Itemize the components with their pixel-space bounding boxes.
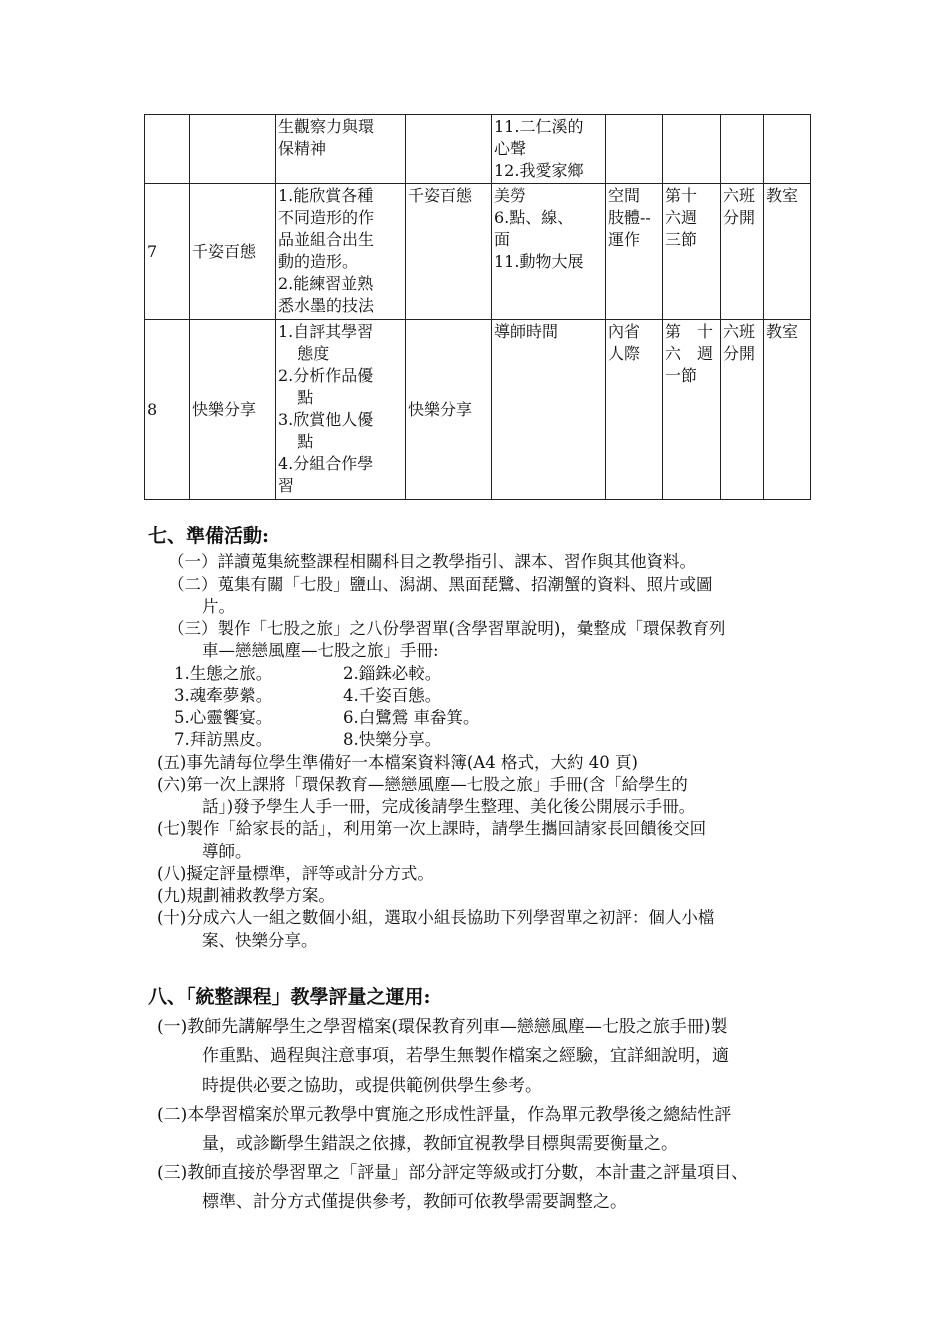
intelligence-line: 人際: [608, 344, 641, 363]
time-line: 三節: [665, 230, 698, 249]
goal-line: 品並組合出生: [278, 230, 375, 249]
table-row: [145, 320, 811, 500]
unit-cell: 千姿百態: [190, 184, 276, 320]
section-7-line: 8.快樂分享。: [343, 730, 442, 749]
class-cell: [721, 320, 764, 500]
section-8-line: (二)本學習檔案於單元教學中實施之形成性評量，作為單元教學後之總結性評: [157, 1105, 732, 1125]
goal-line: 3.欣賞他人優: [278, 410, 374, 429]
section-7-heading: 七、準備活動:: [148, 525, 270, 547]
goal-line: 保精神: [278, 139, 327, 158]
goal-line: 1.能欣賞各種: [278, 186, 374, 205]
unit-cell: [190, 115, 276, 184]
goals-cell: [276, 184, 406, 320]
intelligence-line: 空間: [608, 186, 641, 205]
activity-cell: 快樂分享: [406, 320, 492, 500]
time-line: 一節: [665, 366, 698, 385]
section-7-line: 片。: [202, 597, 235, 616]
time-line: 第 十: [665, 322, 714, 341]
goals-cell: [276, 115, 406, 184]
section-8-line: (一)教師先講解學生之學習檔案(環保教育列車—戀戀風塵—七股之旅手冊)製: [157, 1017, 728, 1037]
time-line: 第十: [665, 186, 698, 205]
class-line: 六班: [723, 322, 756, 341]
goal-line: 悉水墨的技法: [278, 296, 375, 315]
section-8-line: 作重點、過程與注意事項，若學生無製作檔案之經驗，宜詳細說明，適: [202, 1046, 729, 1066]
content-cell: [492, 115, 606, 184]
class-line: 六班: [723, 186, 756, 205]
section-7-line: (九)規劃補救教學方案。: [157, 886, 335, 905]
content-line: 11.二仁溪的: [494, 117, 584, 136]
content-line: 6.點、線、: [494, 208, 574, 227]
goal-line: 生觀察力與環: [278, 117, 375, 136]
section-8-line: 量，或診斷學生錯誤之依據，教師宜視教學目標與需要衡量之。: [202, 1134, 678, 1154]
section-7-line: 6.白鷺鶯 車畚箕。: [343, 708, 480, 727]
course-plan-table: [144, 114, 811, 500]
class-cell: [721, 184, 764, 320]
goal-line: 2.分析作品優: [278, 366, 374, 385]
content-line: 導師時間: [494, 322, 559, 341]
class-line: 分開: [723, 344, 756, 363]
section-7-line: (五)事先請每位學生準備好一本檔案資料簿(A4 格式，大約 40 頁): [157, 753, 638, 772]
intelligence-line: 肢體--: [608, 208, 651, 227]
goal-line: 4.分組合作學: [278, 454, 374, 473]
time-cell: [663, 184, 721, 320]
content-line: 11.動物大展: [494, 252, 584, 271]
goal-line: 1.自評其學習: [278, 322, 374, 341]
place-cell: [764, 115, 811, 184]
no-cell: 7: [145, 184, 190, 320]
section-8-line: 標準、計分方式僅提供參考，教師可依教學需要調整之。: [202, 1192, 627, 1212]
class-cell: [721, 115, 764, 184]
section-7-line: (八)擬定評量標準，評等或計分方式。: [157, 864, 434, 883]
time-line: 六 週: [665, 344, 714, 363]
section-7-line: 7.拜訪黑皮。: [174, 730, 273, 749]
time-cell: [663, 115, 721, 184]
section-7-line: 2.錙銖必較。: [343, 664, 442, 683]
section-7-line: 話」)發予學生人手一冊，完成後請學生整理、美化後公開展示手冊。: [202, 797, 696, 816]
no-cell: [145, 115, 190, 184]
goal-line: 動的造形。: [278, 252, 359, 271]
section-7-line: 5.心靈饗宴。: [174, 708, 273, 727]
class-line: 分開: [723, 208, 756, 227]
intelligence-line: 運作: [608, 230, 641, 249]
intelligence-line: 內省: [608, 322, 641, 341]
unit-cell: 快樂分享: [190, 320, 276, 500]
section-8-heading: 八、「統整課程」教學評量之運用:: [148, 986, 431, 1008]
intelligence-cell: [606, 115, 663, 184]
time-cell: [663, 320, 721, 500]
section-7-line: 3.魂牽夢縈。: [174, 686, 273, 705]
activity-cell: 千姿百態: [406, 184, 492, 320]
goal-line: 2.能練習並熟: [278, 274, 374, 293]
time-line: 六週: [665, 208, 698, 227]
content-cell: [492, 184, 606, 320]
section-8-line: (三)教師直接於學習單之「評量」部分評定等級或打分數，本計畫之評量項目、: [157, 1163, 749, 1183]
goal-line: 習: [278, 476, 295, 495]
section-7-line: (十)分成六人一組之數個小組，選取小組長協助下列學習單之初評：個人小檔: [157, 908, 715, 927]
section-7-line: （二）蒐集有關「七股」鹽山、潟湖、黑面琵鷺、招潮蟹的資料、照片或圖: [168, 575, 713, 594]
section-7-line: (六)第一次上課將「環保教育—戀戀風塵—七股之旅」手冊(含「給學生的: [157, 775, 688, 794]
content-line: 12.我愛家鄉: [494, 161, 584, 180]
no-cell: 8: [145, 320, 190, 500]
place-cell: 教室: [764, 320, 811, 500]
section-7-line: （一）詳讀蒐集統整課程相關科目之教學指引、課本、習作與其他資料。: [168, 552, 696, 571]
content-line: 美勞: [494, 186, 527, 205]
section-8-line: 時提供必要之協助，或提供範例供學生參考。: [202, 1076, 542, 1096]
place-cell: 教室: [764, 184, 811, 320]
content-line: 面: [494, 230, 511, 249]
goal-line: 不同造形的作: [278, 208, 375, 227]
activity-cell: [406, 115, 492, 184]
table-row: [145, 184, 811, 320]
intelligence-cell: [606, 320, 663, 500]
section-7-line: 導師。: [202, 842, 252, 861]
goal-line: 態度: [297, 344, 330, 363]
section-7-line: 4.千姿百態。: [343, 686, 442, 705]
section-7-line: 1.生態之旅。: [174, 664, 273, 683]
section-7-line: (七)製作「給家長的話」，利用第一次上課時，請學生攜回請家長回饋後交回: [157, 819, 707, 838]
content-line: 心聲: [494, 139, 527, 158]
intelligence-cell: [606, 184, 663, 320]
section-7-line: 車—戀戀風塵—七股之旅」手冊:: [202, 641, 439, 660]
table-row: [145, 115, 811, 184]
section-7-line: （三）製作「七股之旅」之八份學習單(含學習單說明)，彙整成「環保教育列: [168, 619, 726, 638]
goals-cell: [276, 320, 406, 500]
section-7-line: 案、快樂分享。: [202, 931, 318, 950]
content-cell: [492, 320, 606, 500]
goal-line: 點: [297, 432, 314, 451]
goal-line: 點: [297, 388, 314, 407]
